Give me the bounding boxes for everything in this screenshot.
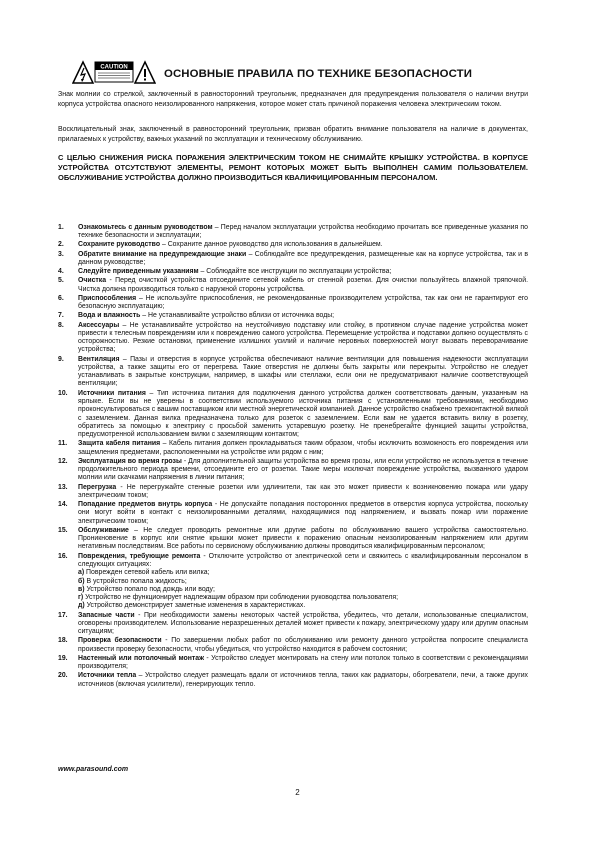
header [72, 60, 532, 86]
subitem-text: Поврежден сетевой кабель или вилка; [84, 569, 210, 577]
subitem-letter: б) [78, 577, 85, 585]
subitem-letter: г) [78, 594, 84, 602]
safety-rules-list [58, 224, 528, 690]
rule-title: Обслуживание [78, 526, 129, 534]
rule-number: 16. [58, 552, 68, 560]
page-number: 2 [295, 788, 300, 797]
rule-body [78, 390, 528, 440]
rule-subitem [78, 578, 528, 586]
rule-item [58, 440, 528, 457]
page-title: ОСНОВНЫЕ ПРАВИЛА ПО ТЕХНИКЕ БЕЗОПАСНОСТИ [164, 68, 472, 80]
rule-number: 18. [58, 637, 68, 645]
rule-text: – Не следует проводить ремонтные или другие работы по обслуживанию вашего устройства самостоятельно. Проникновение в корпус или снятие крышки может привести к поражению опасным неизолированным напряжением или другим негативным последствиям. Все работы по сервисному обслуживанию должны проводиться квалифицированным персоналом; [78, 526, 528, 551]
rule-text: – Устройство следует размещать вдали от источников тепла, таких как радиаторы, обогреватели, печи, а также других источников (включая усилители), генерирующих тепло. [78, 672, 528, 688]
rule-number: 14. [58, 501, 68, 509]
rule-title: Проверка безопасности [78, 637, 162, 645]
rule-item [58, 356, 528, 389]
rule-text: – Не используйте приспособления, не рекомендованные производителем устройства, так как они не гарантируют его безопасную эксплуатацию; [78, 294, 528, 311]
rule-text: - Отключите устройство от электрической сети и свяжитесь с квалифицированным персоналом в следующих ситуациях: [78, 552, 528, 568]
subitem-text: В устройство попала жидкость; [84, 577, 187, 585]
rule-item [58, 390, 528, 440]
subitem-text: Устройство демонстрирует заметные изменения в характеристиках. [84, 602, 306, 610]
rule-text: – Тип источника питания для подключения данного устройства должен соответствовать данным, указанным на ярлыке. Если вы не уверены в соответствии используемого источника питания с установленными требованиями, необходимо проконсультироваться с вашим поставщиком или местной энергетической компанией. Данное устройство снабжено трехконтактной вилкой с заземлением. Данная вилка предназначена только для розеток с заземлением. Если вам не удается вставить вилку в розетку, обратитесь за помощью к электрику с просьбой заменить устаревшую розетку. Не пренебрегайте функцией защиты устройства, предусмотренной использованием вилки с заземляющим контактом; [78, 389, 528, 439]
rule-item [58, 612, 528, 637]
rule-number: 9. [58, 355, 64, 363]
rule-subitem [78, 602, 528, 610]
rule-text: – Не устанавливайте устройство вблизи от источника воды; [140, 312, 335, 320]
rule-body [78, 251, 528, 268]
rule-title: Вентиляция [78, 355, 120, 363]
rule-title: Ознакомьтесь с данным руководством [78, 224, 213, 231]
caution-label: CAUTION [100, 64, 128, 71]
rule-text: - Устройство следует монтировать на стену или потолок только в соответствии с рекомендациями производителя; [78, 654, 529, 671]
rule-number: 13. [58, 483, 68, 491]
rule-body [78, 440, 528, 457]
rule-number: 8. [58, 321, 64, 329]
rule-text: - При необходимости замены некоторых частей устройства, убедитесь, что детали, использованные специалистом, оговорены производителем. Использование неразрешенных деталей может привести к пожару, электрическому удару или другим опасным ситуациям; [78, 611, 528, 636]
rule-title: Настенный или потолочный монтаж [78, 654, 205, 662]
rule-title: Перегрузка [78, 483, 117, 491]
rule-body [78, 241, 528, 249]
rule-body [78, 224, 528, 241]
rule-title: Аксессуары [78, 321, 120, 329]
rule-number: 15. [58, 526, 68, 534]
rule-subitem [78, 569, 528, 577]
rule-title: Приспособления [78, 294, 137, 302]
rule-number: 10. [58, 389, 68, 397]
rule-body [78, 553, 528, 611]
rule-title: Повреждения, требующие ремонта [78, 552, 201, 560]
website-link[interactable]: www.parasound.com [58, 766, 129, 773]
rule-item [58, 268, 528, 276]
rule-text: - По завершении любых работ по обслуживанию или ремонту данного устройства попросите специалиста произвести проверку безопасности, чтобы убедиться, что устройство находится в рабочем состоянии; [78, 637, 528, 653]
rule-title: Эксплуатация во время грозы [78, 457, 182, 465]
rule-title: Следуйте приведенным указаниям [78, 268, 199, 276]
rule-body [78, 356, 528, 389]
rule-body [78, 501, 528, 526]
rule-number: 7. [58, 312, 64, 320]
rule-title: Источники тепла [78, 672, 137, 680]
rule-body [78, 484, 528, 501]
exclamation-symbol-text: Восклицательный знак, заключенный в равносторонний треугольник, призван обратить внимание пользователя на наличие в документах, прилагаемых к устройству, важных указаний по эксплуатации и техническому обслуживанию. [58, 126, 528, 143]
rule-item [58, 312, 528, 320]
rule-item [58, 224, 528, 241]
rule-body [78, 277, 528, 294]
rule-item [58, 295, 528, 312]
rule-text: - Не перегружайте стенные розетки или удлинители, так как это может привести к возникновению пожара или удару электрическим током; [78, 483, 528, 499]
rule-body [78, 322, 528, 355]
rule-item [58, 277, 528, 294]
rule-body [78, 655, 528, 672]
rule-text: – Сохраните данное руководство для использования в дальнейшем. [160, 241, 383, 249]
rule-item [58, 241, 528, 249]
rule-title: Сохраните руководство [78, 241, 161, 249]
rule-title: Попадание предметов внутрь корпуса [78, 501, 213, 509]
rule-body [78, 527, 528, 552]
rule-item [58, 501, 528, 526]
caution-symbols-icon [72, 60, 156, 84]
rule-text: – Перед началом эксплуатации устройства необходимо прочитать все приведенные указания по технике безопасности и эксплуатации; [78, 224, 528, 240]
rule-text: - Для дополнительной защиты устройства во время грозы, или если устройство не используется в течение продолжительного периода времени, отсоедините его от розетки. Такие меры исключат повреждение устройства, вызванного ударом молнии или скачками напряжения в линии питания; [78, 457, 528, 482]
rule-number: 3. [58, 250, 64, 258]
rule-body [78, 268, 528, 276]
subitem-letter: д) [78, 602, 85, 610]
rule-body [78, 312, 528, 320]
rule-number: 6. [58, 294, 64, 302]
rule-item [58, 527, 528, 552]
rule-body [78, 295, 528, 312]
rule-body [78, 612, 528, 637]
rule-title: Очистка [78, 277, 107, 285]
rule-item [58, 672, 528, 689]
rule-text: – Не устанавливайте устройство на неустойчивую подставку или стойку, в противном случае падение устройства может привести к телесным повреждениям или к повреждению самого устройства. Перемещение устройства и подставки должно осуществлять с осторожностью. Резкие остановки, применение излишних усилий и наличие неровных поверхностей могут вызвать переворачивание устройства; [78, 321, 528, 354]
rule-item [58, 322, 528, 355]
rule-number: 4. [58, 268, 64, 276]
subitem-text: Устройство попало под дождь или воду; [84, 585, 215, 593]
rule-text: - Не допускайте попадания посторонних предметов в отверстия корпуса устройства, поскольку они могут войти в контакт с неизолированными деталями, находящимися под напряжением, и вызвать пожар или поражение электрическим током; [78, 501, 528, 525]
rule-item [58, 251, 528, 268]
rule-text: – Соблюдайте все предупреждения, размещенные как на корпусе устройства, так и в данном руководстве; [78, 250, 528, 266]
rule-subitem [78, 586, 528, 594]
rule-number: 5. [58, 277, 64, 285]
rule-title: Защита кабеля питания [78, 440, 161, 448]
lightning-symbol-text: Знак молнии со стрелкой, заключенный в равносторонний треугольник, предназначен для предупреждения пользователя о наличии внутри корпуса устройства опасного неизолированного напряжения, которое может стать причиной поражения человека электрическим током. [58, 91, 528, 108]
rule-title: Обратите внимание на предупреждающие знаки [78, 250, 247, 258]
rule-item [58, 484, 528, 501]
rule-text: – Соблюдайте все инструкции по эксплуатации устройства; [198, 268, 392, 276]
rule-number: 20. [58, 672, 68, 680]
rule-text: - Перед очисткой устройства отсоедините сетевой кабель от стенной розетки. Для очистки пользуйтесь влажной тряпочкой. Чистка должна производиться только с наружной стороны устройства. [78, 277, 528, 293]
rule-text: – Пазы и отверстия в корпусе устройства обеспечивают наличие вентиляции для повышения надежности эксплуатации устройства, а также защиты его от перегрева. Такие отверстия не должны быть закрыты или перекрыты. Устройство не следует устанавливать в закрытые конструкции, например, в шкафы или стеллажи, если они не предусматривают наличие соответствующей вентиляции; [78, 355, 528, 388]
rule-title: Вода и влажность [78, 312, 141, 320]
rule-number: 12. [58, 457, 68, 465]
rule-body [78, 458, 528, 483]
rule-number: 1. [58, 224, 64, 231]
subitem-letter: а) [78, 569, 85, 577]
rule-body [78, 672, 528, 689]
subitem-letter: в) [78, 585, 85, 593]
subitem-text: Устройство не функционирует надлежащим образом при соблюдении руководства пользователя; [83, 594, 399, 602]
rule-number: 2. [58, 241, 64, 249]
rule-title: Источники питания [78, 389, 146, 397]
rule-number: 19. [58, 654, 68, 662]
rule-body [78, 637, 528, 654]
rule-item [58, 637, 528, 654]
rule-item [58, 553, 528, 611]
rule-number: 11. [58, 440, 68, 448]
rule-item [58, 458, 528, 483]
rule-item [58, 655, 528, 672]
warning-text: С ЦЕЛЬЮ СНИЖЕНИЯ РИСКА ПОРАЖЕНИЯ ЭЛЕКТРИЧЕСКИМ ТОКОМ НЕ СНИМАЙТЕ КРЫШКУ УСТРОЙСТВА. В КОРПУСЕ УСТРОЙСТВА ОТСУТСТВУЮТ ЭЛЕМЕНТЫ, РЕМОНТ КОТОРЫХ МОЖЕТ БЫТЬ ВЫПОЛНЕН САМИМ ПОЛЬЗОВАТЕЛЕМ. ОБСЛУЖИВАНИЕ УСТРОЙСТВА ДОЛЖНО ПРОИЗВОДИТЬСЯ КВАЛИФИЦИРОВАННЫМ ПЕРСОНАЛОМ. [58, 153, 528, 182]
rule-title: Запасные части [78, 611, 135, 619]
rule-text: – Кабель питания должен прокладываться таким образом, чтобы исключить возможность его повреждения или защемления предметами, расположенными на устройстве или рядом с ним; [78, 440, 528, 456]
rule-number: 17. [58, 611, 68, 619]
